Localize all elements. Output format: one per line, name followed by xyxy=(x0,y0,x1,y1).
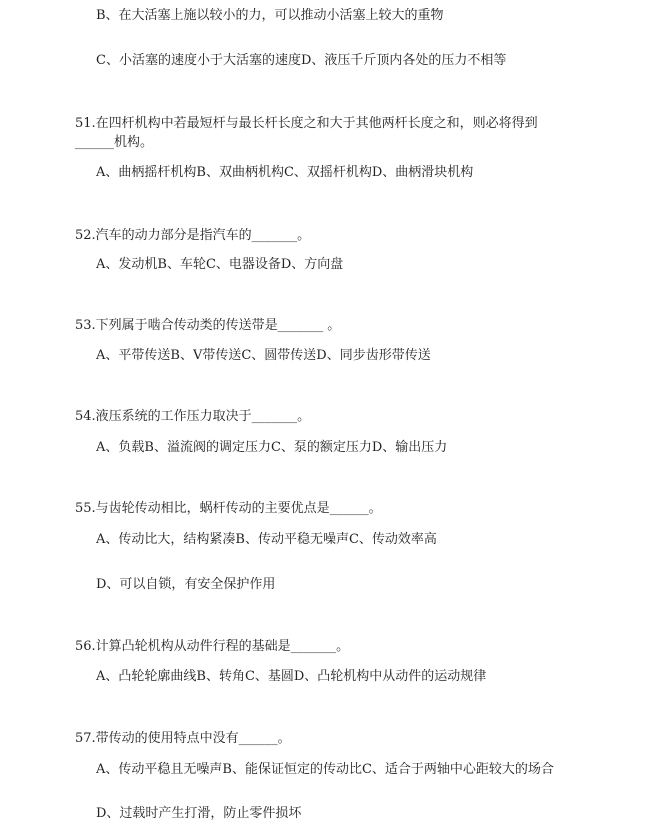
question-53: 53.下列属于啮合传动类的传送带是_______ 。 xyxy=(75,318,341,333)
question-54: 54.液压系统的工作压力取决于_______。 xyxy=(75,409,311,424)
option-line: C、小活塞的速度小于大活塞的速度D、液压千斤顶内各处的压力不相等 xyxy=(96,53,507,68)
question-55: 55.与齿轮传动相比，蜗杆传动的主要优点是______。 xyxy=(75,501,382,516)
option-line: D、过载时产生打滑，防止零件损坏 xyxy=(96,806,302,821)
question-56: 56.计算凸轮机构从动件行程的基础是_______。 xyxy=(75,639,350,654)
question-51: 51.在四杆机构中若最短杆与最长杆长度之和大于其他两杆长度之和，则必将得到 xyxy=(75,116,538,131)
option-line: A、平带传送B、V带传送C、圆带传送D、同步齿形带传送 xyxy=(96,348,431,363)
option-line: A、发动机B、车轮C、电器设备D、方向盘 xyxy=(96,257,344,272)
question-57: 57.带传动的使用特点中没有______。 xyxy=(75,731,291,746)
option-line: A、负载B、溢流阀的调定压力C、泵的额定压力D、输出压力 xyxy=(96,440,448,455)
option-line: D、可以自锁，有安全保护作用 xyxy=(96,577,276,592)
option-line: A、传动平稳且无噪声B、能保证恒定的传动比C、适合于两轴中心距较大的场合 xyxy=(96,762,554,777)
option-line: B、在大活塞上施以较小的力，可以推动小活塞上较大的重物 xyxy=(96,8,444,23)
question-51-continuation: ______机构。 xyxy=(75,135,154,150)
question-52: 52.汽车的动力部分是指汽车的_______。 xyxy=(75,228,311,243)
option-line: A、传动比大，结构紧凑B、传动平稳无噪声C、传动效率高 xyxy=(96,532,437,547)
option-line: A、凸轮轮廓曲线B、转角C、基圆D、凸轮机构中从动件的运动规律 xyxy=(96,669,487,684)
option-line: A、曲柄摇杆机构B、双曲柄机构C、双摇杆机构D、曲柄滑块机构 xyxy=(96,165,474,180)
